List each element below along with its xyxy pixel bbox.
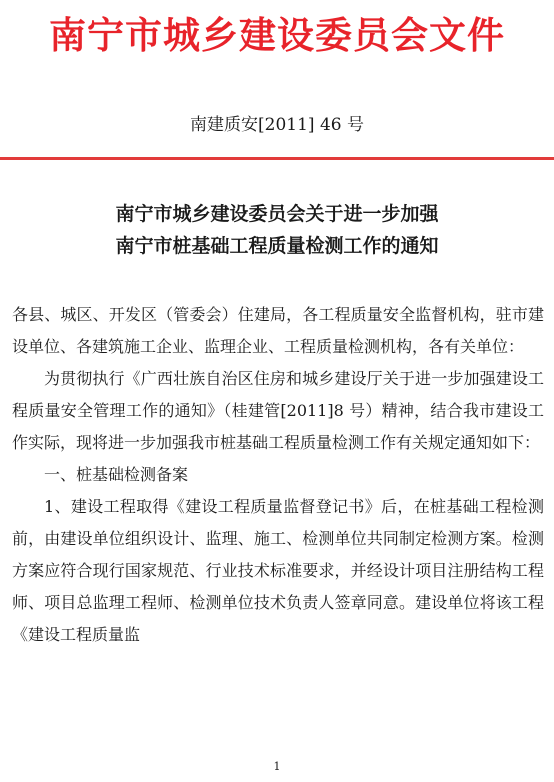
- intro-paragraph: 为贯彻执行《广西壮族自治区住房和城乡建设厅关于进一步加强建设工程质量安全管理工作的通知》（桂建管[2011]8 号）精神，结合我市建设工作实际，现将进一步加强我市桩基础工程质量检测工作有关规定通知如下：: [12, 369, 544, 452]
- title-line-2: 南宁市桩基础工程质量检测工作的通知: [115, 235, 439, 257]
- document-number: 南建质安[2011] 46 号: [190, 115, 364, 135]
- document-body: [12, 299, 544, 651]
- section-1-heading: 一、桩基础检测备案: [44, 465, 189, 484]
- title-line-1: 南宁市城乡建设委员会关于进一步加强: [115, 203, 439, 225]
- item-1-paragraph: 1、建设工程取得《建设工程质量监督登记书》后，在桩基础工程检测前，由建设单位组织设计、监理、施工、检测单位共同制定检测方案。检测方案应符合现行国家规范、行业技术标准要求，并经设计项目注册结构工程师、项目总监理工程师、检测单位技术负责人签章同意。建设单位将该工程《建设工程质量监: [12, 497, 544, 644]
- addressee-paragraph: 各县、城区、开发区（管委会）住建局，各工程质量安全监督机构，驻市建设单位、各建筑施工企业、监理企业、工程质量检测机构，各有关单位：: [12, 305, 544, 356]
- red-divider-line: [0, 157, 554, 160]
- page-number: 1: [273, 760, 281, 773]
- issuer-header: 南宁市城乡建设委员会文件: [49, 14, 505, 57]
- notice-title: [0, 198, 554, 262]
